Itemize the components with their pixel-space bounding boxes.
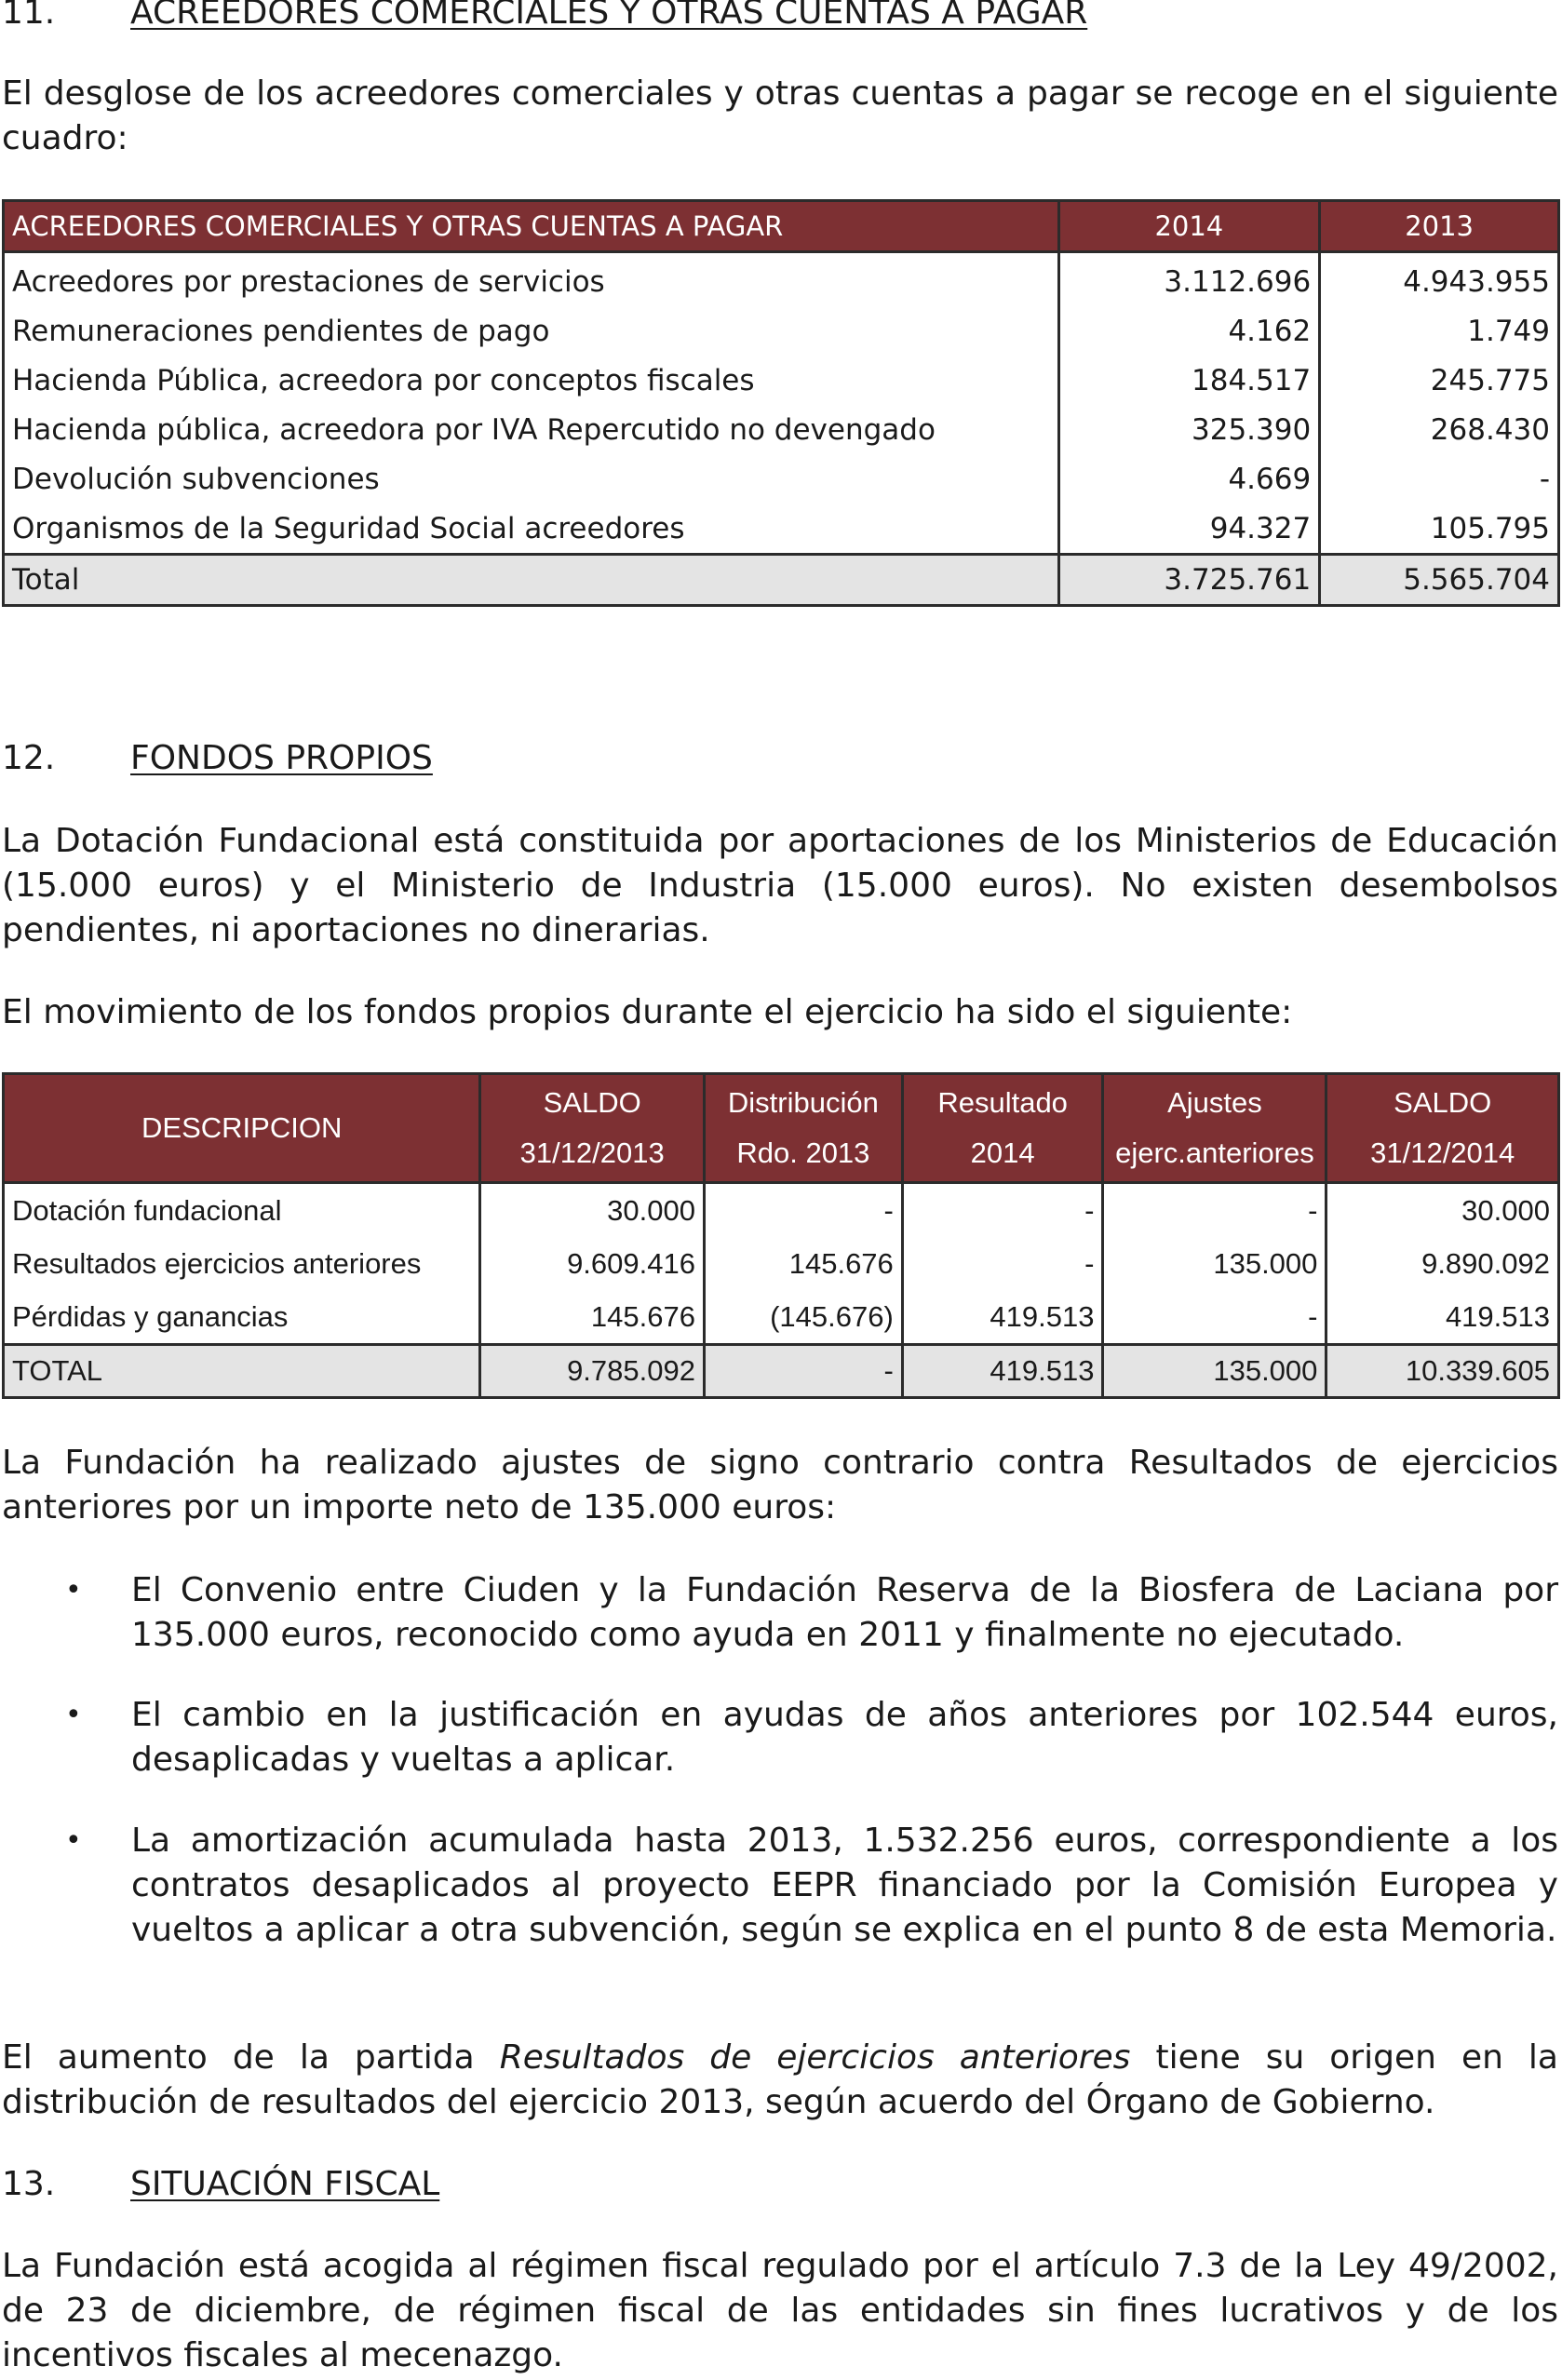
column-header-resultado-2014 bbox=[902, 1074, 1103, 1183]
section-13-heading bbox=[2, 2164, 439, 2205]
fondos-propios-table bbox=[2, 1072, 1560, 1399]
section-13-paragraph-1: La Fundación está acogida al régimen fiscal regulado por el artículo 7.3 de la Ley 49/2002, de 23 de diciembre, de régimen fiscal de las entidades sin fines lucrativos y de los incentivos fiscales al mecenazgo. bbox=[2, 2247, 1558, 2374]
cell-value: 145.676 bbox=[480, 1290, 705, 1345]
value-2013: 105.795 bbox=[1320, 504, 1559, 555]
total-2014: 3.725.761 bbox=[1058, 555, 1320, 606]
table-row bbox=[4, 252, 1559, 307]
paragraph-text: El aumento de la partida bbox=[2, 2038, 500, 2077]
cell-value: (145.676) bbox=[704, 1290, 902, 1345]
value-2014: 4.669 bbox=[1058, 454, 1320, 504]
section-12-heading bbox=[2, 738, 433, 779]
value-2013: 268.430 bbox=[1320, 405, 1559, 454]
table-row bbox=[4, 504, 1559, 555]
cell-value: - bbox=[902, 1237, 1103, 1290]
header-text: Rdo. 2013 bbox=[736, 1136, 870, 1169]
bullet-item: El cambio en la justificación en ayudas de años anteriores por 102.544 euros, desaplicadas y vueltas a aplicar. bbox=[131, 1696, 1558, 1779]
bullet-marker: • bbox=[65, 1574, 82, 1607]
total-value: - bbox=[704, 1345, 902, 1398]
cell-value: 30.000 bbox=[1326, 1183, 1559, 1238]
table-header-row bbox=[4, 201, 1559, 252]
value-2013: 245.775 bbox=[1320, 356, 1559, 405]
value-2014: 4.162 bbox=[1058, 306, 1320, 356]
value-2014: 184.517 bbox=[1058, 356, 1320, 405]
section-title: ACREEDORES COMERCIALES Y OTRAS CUENTAS A PAGAR bbox=[130, 0, 1088, 32]
header-text: Ajustes bbox=[1167, 1086, 1262, 1119]
value-2014: 325.390 bbox=[1058, 405, 1320, 454]
cell-value: 30.000 bbox=[480, 1183, 705, 1238]
row-label: Dotación fundacional bbox=[4, 1183, 480, 1238]
total-row bbox=[4, 1345, 1559, 1398]
row-label: Hacienda pública, acreedora por IVA Repercutido no devengado bbox=[4, 405, 1059, 454]
row-label: Hacienda Pública, acreedora por conceptos fiscales bbox=[4, 356, 1059, 405]
total-value: 419.513 bbox=[902, 1345, 1103, 1398]
cell-value: 9.609.416 bbox=[480, 1237, 705, 1290]
paragraph-emphasis: Resultados de ejercicios anteriores bbox=[499, 2038, 1131, 2077]
value-2014: 3.112.696 bbox=[1058, 252, 1320, 307]
cell-value: 145.676 bbox=[704, 1237, 902, 1290]
row-label: Devolución subvenciones bbox=[4, 454, 1059, 504]
section-number: 13. bbox=[2, 2165, 56, 2203]
cell-value: - bbox=[902, 1183, 1103, 1238]
section-11-heading bbox=[2, 0, 1087, 34]
table-row bbox=[4, 1290, 1559, 1345]
table-row bbox=[4, 306, 1559, 356]
bullet-item: El Convenio entre Ciuden y la Fundación Reserva de la Biosfera de Laciana por 135.000 euros, reconocido como ayuda en 2011 y finalmente no ejecutado. bbox=[131, 1571, 1558, 1654]
header-text: ejerc.anteriores bbox=[1115, 1136, 1314, 1169]
column-header-saldo-2014 bbox=[1326, 1074, 1559, 1183]
table-header-row bbox=[4, 1074, 1559, 1183]
header-text: Distribución bbox=[727, 1086, 879, 1119]
cell-value: 9.890.092 bbox=[1326, 1237, 1559, 1290]
section-12-paragraph-2: El movimiento de los fondos propios durante el ejercicio ha sido el siguiente: bbox=[2, 993, 1293, 1031]
row-label: Organismos de la Seguridad Social acreedores bbox=[4, 504, 1059, 555]
row-label: Acreedores por prestaciones de servicios bbox=[4, 252, 1059, 307]
value-2014: 94.327 bbox=[1058, 504, 1320, 555]
header-text: DESCRIPCION bbox=[141, 1111, 343, 1144]
column-header-distribucion bbox=[704, 1074, 902, 1183]
column-header-2014: 2014 bbox=[1058, 201, 1320, 252]
cell-value: 419.513 bbox=[1326, 1290, 1559, 1345]
bullet-marker: • bbox=[65, 1824, 82, 1857]
bullet-marker: • bbox=[65, 1699, 82, 1731]
header-text: 31/12/2014 bbox=[1370, 1136, 1515, 1169]
section-number: 11. bbox=[2, 0, 56, 32]
cell-value: - bbox=[1103, 1183, 1326, 1238]
section-12-paragraph-3: La Fundación ha realizado ajustes de signo contrario contra Resultados de ejercicios anteriores por un importe neto de 135.000 euros: bbox=[2, 1444, 1558, 1526]
table-row bbox=[4, 356, 1559, 405]
row-label: Pérdidas y ganancias bbox=[4, 1290, 480, 1345]
total-2013: 5.565.704 bbox=[1320, 555, 1559, 606]
cell-value: 135.000 bbox=[1103, 1237, 1326, 1290]
header-text: SALDO bbox=[1394, 1086, 1492, 1119]
section-title: FONDOS PROPIOS bbox=[130, 739, 433, 777]
column-header-concept: ACREEDORES COMERCIALES Y OTRAS CUENTAS A PAGAR bbox=[4, 201, 1059, 252]
table-row bbox=[4, 405, 1559, 454]
acreedores-table bbox=[2, 199, 1560, 607]
section-11-intro: El desglose de los acreedores comerciales y otras cuentas a pagar se recoge en el siguiente cuadro: bbox=[2, 74, 1558, 157]
row-label: Resultados ejercicios anteriores bbox=[4, 1237, 480, 1290]
total-label: Total bbox=[4, 555, 1059, 606]
total-row bbox=[4, 555, 1559, 606]
header-text: SALDO bbox=[543, 1086, 641, 1119]
section-12-paragraph-4 bbox=[2, 2036, 1558, 2125]
table-row bbox=[4, 1237, 1559, 1290]
header-text: Resultado 2014 bbox=[937, 1086, 1068, 1169]
section-title: SITUACIÓN FISCAL bbox=[130, 2165, 440, 2203]
column-header-ajustes bbox=[1103, 1074, 1326, 1183]
column-header-2013: 2013 bbox=[1320, 201, 1559, 252]
value-2013: - bbox=[1320, 454, 1559, 504]
section-number: 12. bbox=[2, 739, 56, 777]
cell-value: - bbox=[704, 1183, 902, 1238]
section-12-paragraph-1: La Dotación Fundacional está constituida por aportaciones de los Ministerios de Educación (15.000 euros) y el Ministerio de Industria (15.000 euros). No existen desembolsos pendientes, ni aportaciones no dinerarias. bbox=[2, 822, 1558, 949]
cell-value: 419.513 bbox=[902, 1290, 1103, 1345]
total-value: 135.000 bbox=[1103, 1345, 1326, 1398]
value-2013: 1.749 bbox=[1320, 306, 1559, 356]
value-2013: 4.943.955 bbox=[1320, 252, 1559, 307]
cell-value: - bbox=[1103, 1290, 1326, 1345]
total-value: 9.785.092 bbox=[480, 1345, 705, 1398]
column-header-saldo-2013 bbox=[480, 1074, 705, 1183]
total-value: 10.339.605 bbox=[1326, 1345, 1559, 1398]
table-row bbox=[4, 1183, 1559, 1238]
row-label: Remuneraciones pendientes de pago bbox=[4, 306, 1059, 356]
total-label: TOTAL bbox=[4, 1345, 480, 1398]
column-header-descripcion bbox=[4, 1074, 480, 1183]
paragraph-text: tiene su origen en la distribución de resultados del ejercicio 2013, según acuerdo del Órgano de Gobierno. bbox=[2, 2038, 1558, 2121]
table-row bbox=[4, 454, 1559, 504]
header-text: 31/12/2013 bbox=[519, 1136, 665, 1169]
bullet-item: La amortización acumulada hasta 2013, 1.532.256 euros, correspondiente a los contratos desaplicados al proyecto EEPR financiado por la Comisión Europea y vueltos a aplicar a otra subvención, según se explica en el punto 8 de esta Memoria. bbox=[131, 1822, 1558, 1949]
